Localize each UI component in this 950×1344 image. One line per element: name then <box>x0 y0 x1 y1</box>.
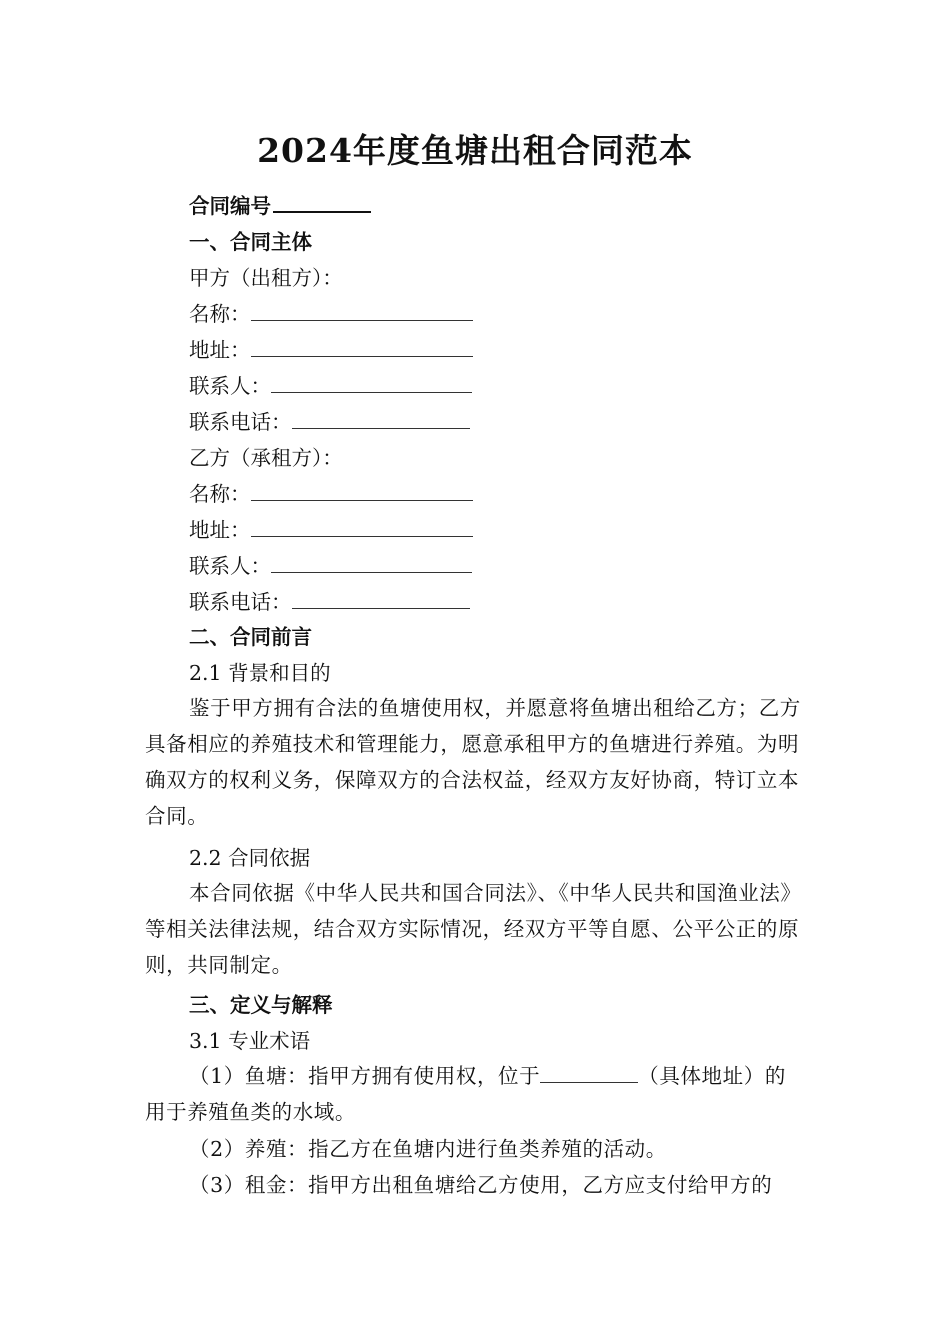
party-b-phone-blank <box>292 588 470 609</box>
party-a-address-label: 地址： <box>189 338 251 362</box>
term1-address-blank <box>540 1062 638 1083</box>
party-a-contact-row <box>189 371 472 401</box>
party-b-phone-row <box>189 587 470 617</box>
party-b-phone-label: 联系电话： <box>189 590 292 614</box>
section2-heading: 二、合同前言 <box>189 625 312 649</box>
section2-2-paragraph: 本合同依据《中华人民共和国合同法》、《中华人民共和国渔业法》等相关法律法规，结合双方实际情况，经双方平等自愿、公平公正的原则，共同制定。 <box>145 881 802 977</box>
party-b-name-row <box>189 479 473 509</box>
section1-heading: 一、合同主体 <box>189 230 312 254</box>
section3-1-title: 3.1 专业术语 <box>189 1029 311 1053</box>
term3-paragraph: （3）租金：指甲方出租鱼塘给乙方使用，乙方应支付给甲方的 <box>189 1173 773 1197</box>
party-b-address-blank <box>251 516 473 537</box>
party-a-address-row <box>189 335 473 365</box>
section2-2-title: 2.2 合同依据 <box>189 846 311 870</box>
party-a-address-blank <box>251 336 473 357</box>
party-a-name-label: 名称： <box>189 302 251 326</box>
party-a-phone-blank <box>292 408 470 429</box>
section2-1-title: 2.1 背景和目的 <box>189 661 331 685</box>
party-a-phone-row <box>189 407 470 437</box>
party-b-address-row <box>189 515 473 545</box>
contract-number-row <box>189 191 371 221</box>
party-b-label: 乙方（承租方）： <box>189 446 343 470</box>
party-a-phone-label: 联系电话： <box>189 410 292 434</box>
section2-1-paragraph: 鉴于甲方拥有合法的鱼塘使用权，并愿意将鱼塘出租给乙方；乙方具备相应的养殖技术和管理能力，愿意承租甲方的鱼塘进行养殖。为明确双方的权利义务，保障双方的合法权益，经双方友好协商，特订立本合同。 <box>145 696 801 828</box>
party-a-contact-label: 联系人： <box>189 374 271 398</box>
term1-paragraph <box>145 1058 807 1130</box>
contract-number-blank <box>273 191 371 213</box>
party-b-name-label: 名称： <box>189 482 251 506</box>
party-b-contact-row <box>189 551 472 581</box>
party-b-address-label: 地址： <box>189 518 251 542</box>
party-b-contact-label: 联系人： <box>189 554 271 578</box>
term1-text-after: （具体地址）的用于养殖鱼类的水域。 <box>145 1064 786 1124</box>
term1-text-before: （1）鱼塘：指甲方拥有使用权，位于 <box>189 1064 541 1088</box>
term2-paragraph: （2）养殖：指乙方在鱼塘内进行鱼类养殖的活动。 <box>189 1137 667 1161</box>
party-b-name-blank <box>251 480 473 501</box>
party-a-contact-blank <box>271 372 472 393</box>
party-a-name-blank <box>251 300 473 321</box>
document-title: 2024年度鱼塘出租合同范本 <box>257 131 693 170</box>
contract-number-label: 合同编号 <box>189 194 271 218</box>
party-b-contact-blank <box>271 552 472 573</box>
section3-heading: 三、定义与解释 <box>189 993 333 1017</box>
party-a-label: 甲方（出租方）： <box>189 266 343 290</box>
party-a-name-row <box>189 299 473 329</box>
